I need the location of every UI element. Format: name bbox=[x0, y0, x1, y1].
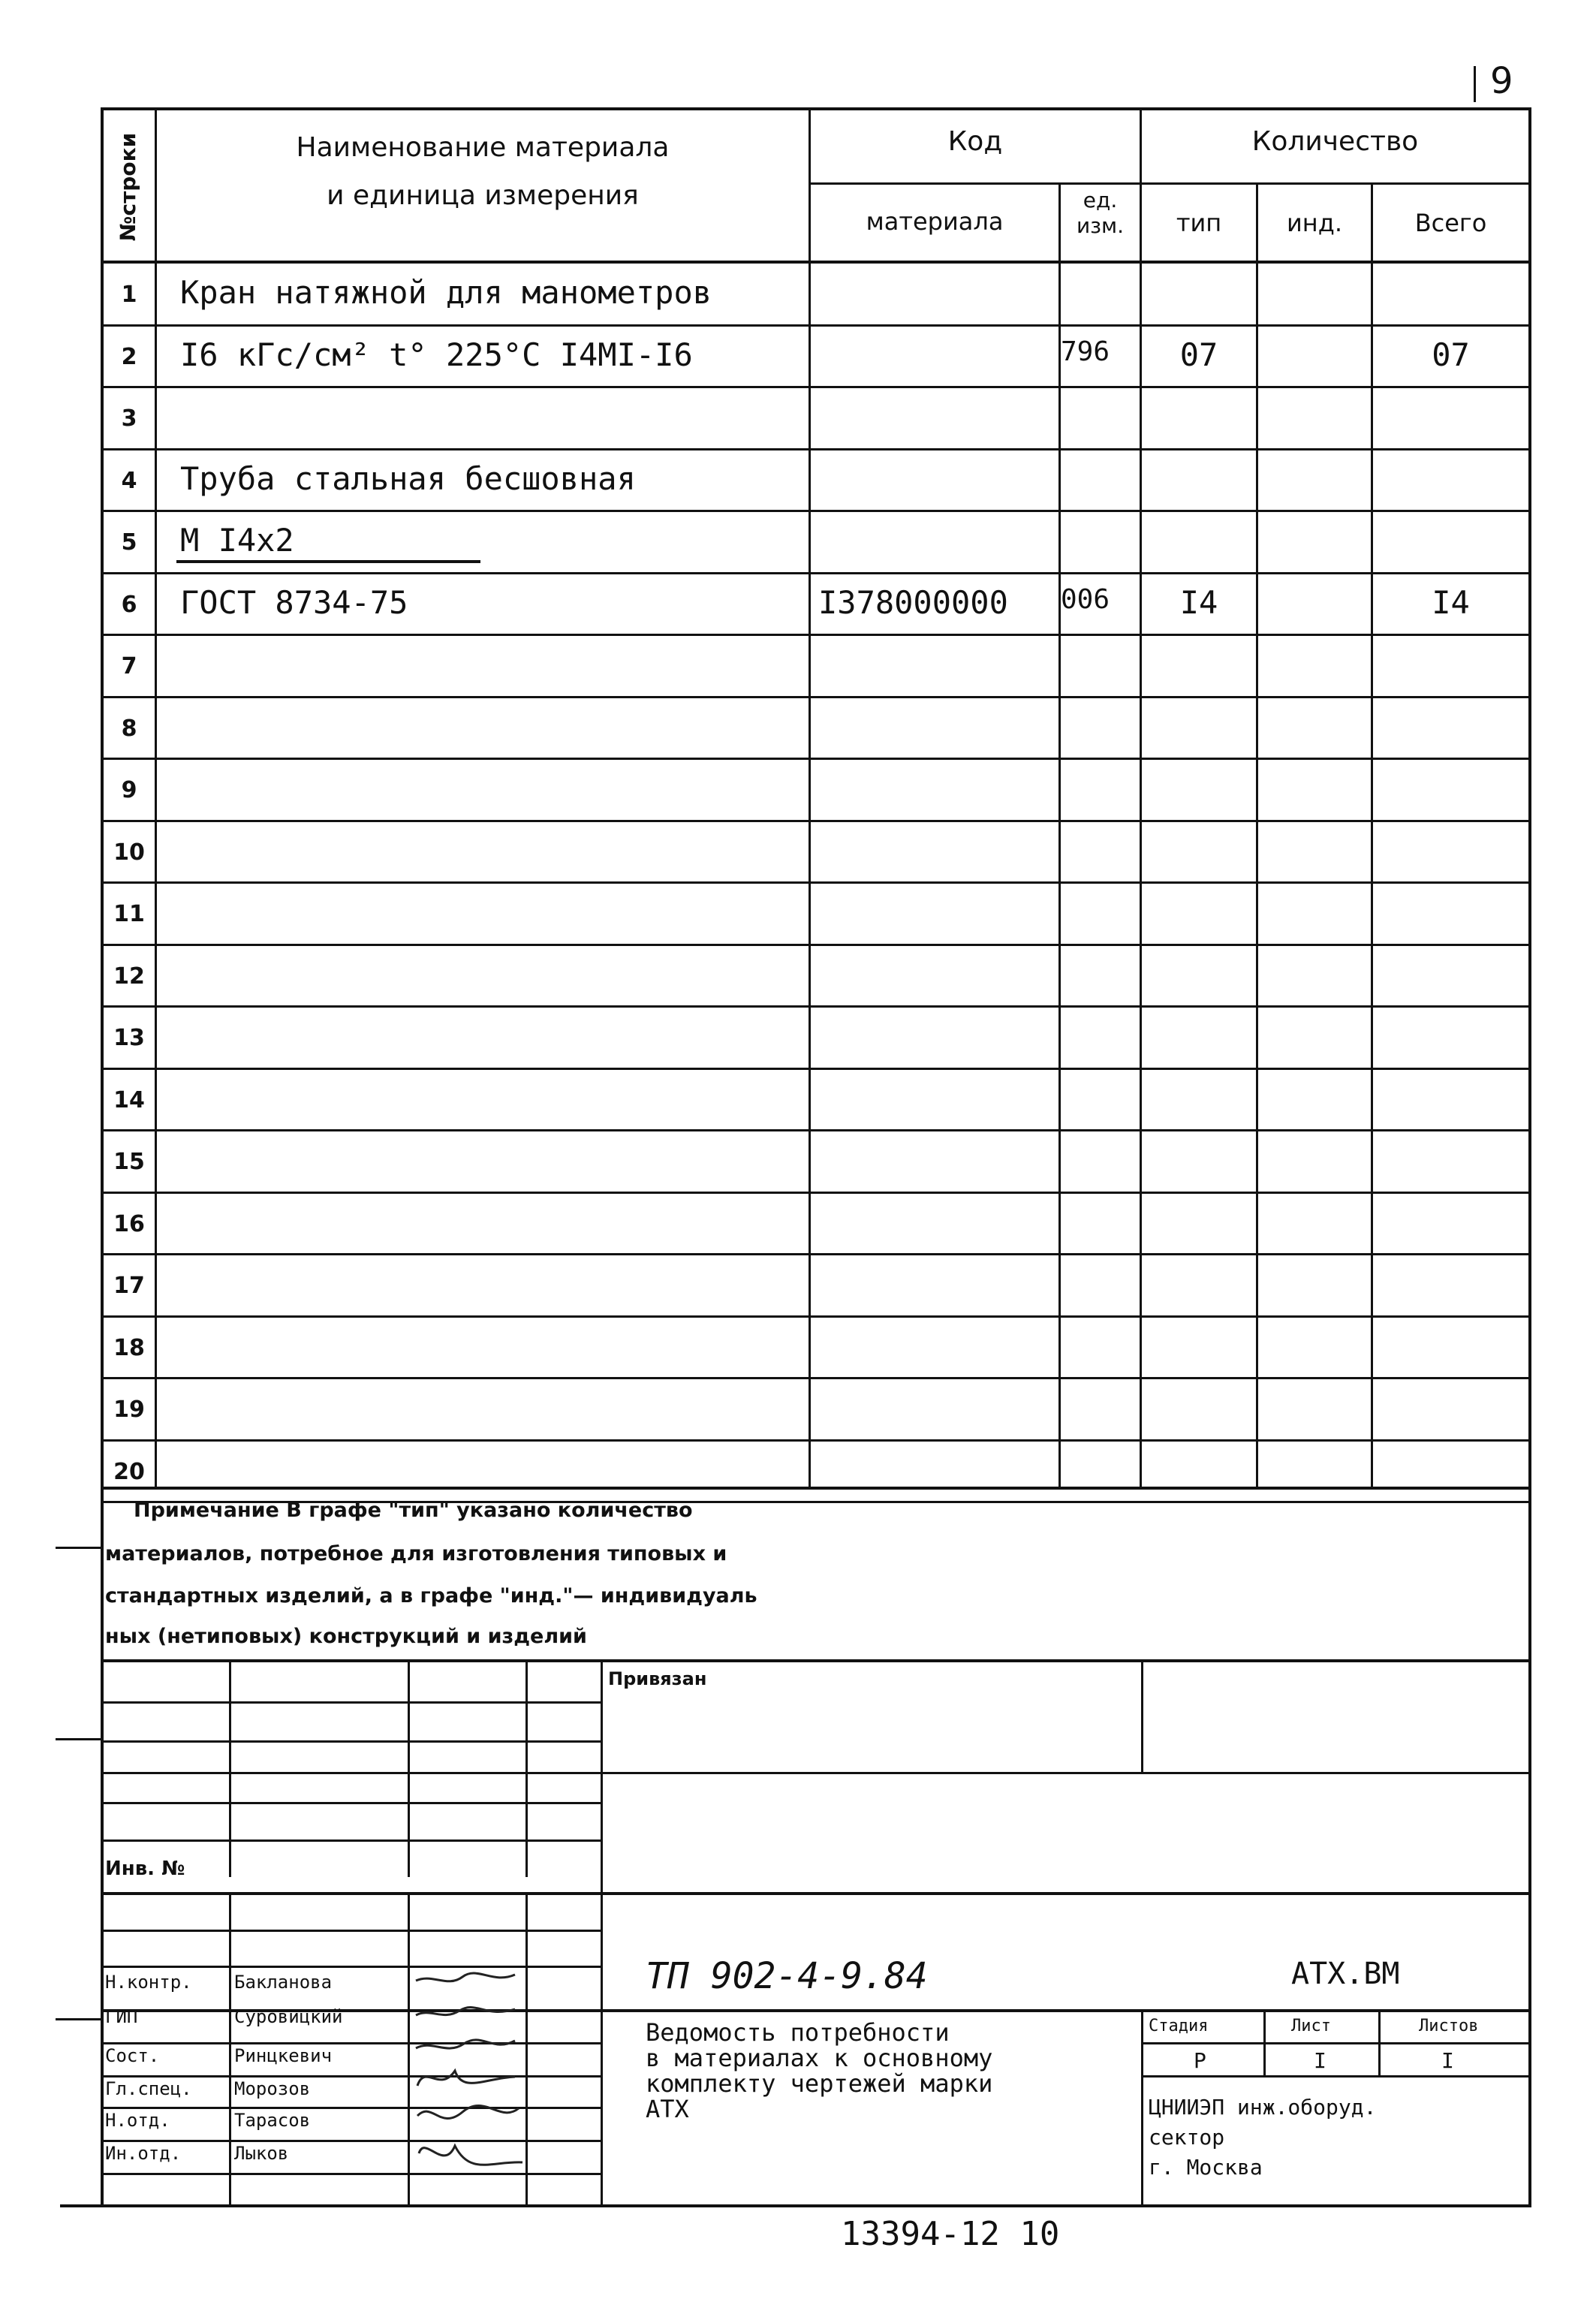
row-number: 15 bbox=[113, 1149, 145, 1175]
row-number: 5 bbox=[121, 529, 137, 556]
row-divider bbox=[101, 386, 1531, 388]
row-number: 19 bbox=[113, 1397, 145, 1423]
row-divider bbox=[101, 1315, 1531, 1318]
row-divider bbox=[101, 324, 1531, 327]
page-number-bar bbox=[1474, 66, 1476, 102]
title-line3: комплекту чертежей марки bbox=[646, 2069, 993, 2098]
sign-name: Лыков bbox=[234, 2143, 289, 2164]
row-divider bbox=[101, 944, 1531, 946]
code-unit-header: ед. изм. bbox=[1076, 188, 1125, 238]
stage-label: Стадия bbox=[1149, 2017, 1209, 2035]
sheet-value: I bbox=[1314, 2048, 1326, 2073]
row-number: 12 bbox=[113, 963, 145, 990]
note-line1: Примечание В графе "тип" указано количество bbox=[134, 1499, 693, 1522]
material-name: Труба стальная бесшовная bbox=[180, 460, 636, 497]
org-line2: сектор bbox=[1149, 2125, 1225, 2150]
material-name: М I4х2 bbox=[180, 522, 294, 559]
row-number: 3 bbox=[121, 405, 137, 432]
row-number: 8 bbox=[121, 716, 137, 742]
qty-type: I4 bbox=[1179, 584, 1218, 621]
qty-type: 07 bbox=[1179, 336, 1218, 373]
row-divider bbox=[101, 1192, 1531, 1194]
row-divider bbox=[101, 1068, 1531, 1070]
bottom-number: 13394-12 10 bbox=[841, 2215, 1060, 2253]
qty-type-header: тип bbox=[1176, 209, 1222, 237]
row-number: 18 bbox=[113, 1335, 145, 1361]
sheets-value: I bbox=[1441, 2048, 1454, 2073]
title-line2: в материалах к основному bbox=[646, 2044, 993, 2072]
row-divider bbox=[101, 1129, 1531, 1131]
row-divider bbox=[101, 1253, 1531, 1255]
row-divider bbox=[101, 448, 1531, 450]
note-line2: материалов, потребное для изготовления типовых и bbox=[105, 1542, 727, 1565]
signatures-drawing bbox=[410, 1966, 525, 2206]
sheet-label: Лист bbox=[1291, 2017, 1331, 2035]
row-divider bbox=[101, 1005, 1531, 1008]
row-divider bbox=[101, 758, 1531, 760]
quantity-header: Количество bbox=[1251, 126, 1419, 157]
sign-role: Ин.отд. bbox=[105, 2143, 182, 2164]
row-divider bbox=[101, 634, 1531, 636]
qty-ind-header: инд. bbox=[1286, 209, 1342, 237]
qty-total-header: Всего bbox=[1414, 209, 1487, 237]
row-divider bbox=[101, 820, 1531, 822]
note-line3: стандартных изделий, а в графе "инд."— индивидуаль bbox=[105, 1584, 757, 1607]
material-name: I6 кГс/см² t° 225°С I4МI-I6 bbox=[180, 336, 693, 373]
sign-name: Морозов bbox=[234, 2078, 311, 2099]
row-divider bbox=[101, 572, 1531, 574]
row-number: 2 bbox=[121, 344, 137, 370]
doc-code: ТП 902-4-9.84 bbox=[646, 1955, 928, 1997]
sign-name: Тарасов bbox=[234, 2110, 311, 2131]
sign-role: Н.отд. bbox=[105, 2110, 170, 2131]
page-number: 9 bbox=[1490, 60, 1513, 102]
code-header: Код bbox=[947, 126, 1003, 157]
row-number: 10 bbox=[113, 839, 145, 866]
material-code: I378000000 bbox=[818, 584, 1008, 621]
material-name: Кран натяжной для манометров bbox=[180, 274, 712, 311]
unit-code: 006 bbox=[1061, 584, 1110, 615]
org-line3: г. Москва bbox=[1149, 2155, 1263, 2180]
row-divider bbox=[101, 881, 1531, 884]
row-number-header: №строки bbox=[116, 132, 140, 242]
qty-total: I4 bbox=[1432, 584, 1470, 621]
org-line1: ЦНИИЭП инж.оборуд. bbox=[1149, 2095, 1377, 2120]
row-number: 11 bbox=[113, 901, 145, 927]
row-number: 20 bbox=[113, 1459, 145, 1485]
name-header-line1: Наименование материала bbox=[296, 132, 670, 163]
sign-name: Ринцкевич bbox=[234, 2045, 333, 2066]
row-number: 6 bbox=[121, 592, 137, 618]
inv-no-label: Инв. № bbox=[105, 1858, 185, 1880]
row-number: 16 bbox=[113, 1211, 145, 1237]
sign-name: Суровицкий bbox=[234, 2006, 343, 2027]
row-number: 17 bbox=[113, 1273, 145, 1299]
attached-label: Привязан bbox=[608, 1668, 707, 1689]
sheets-label: Листов bbox=[1419, 2017, 1479, 2035]
sign-role: Сост. bbox=[105, 2045, 160, 2066]
note-line4: ных (нетиповых) конструкций и изделий bbox=[105, 1625, 587, 1648]
unit-code: 796 bbox=[1061, 336, 1110, 367]
doc-mark: АТХ.ВМ bbox=[1291, 1957, 1400, 1991]
row-divider bbox=[101, 1377, 1531, 1379]
row-number: 7 bbox=[121, 653, 137, 679]
row-divider bbox=[101, 696, 1531, 698]
title-line4: АТХ bbox=[646, 2095, 689, 2123]
stage-value: Р bbox=[1194, 2048, 1206, 2073]
material-name: ГОСТ 8734-75 bbox=[180, 584, 408, 621]
row-number: 4 bbox=[121, 468, 137, 494]
code-material-header: материала bbox=[866, 207, 1004, 236]
row-number: 1 bbox=[121, 282, 137, 308]
name-header-line2: и единица измерения bbox=[327, 180, 639, 211]
sign-role: Гл.спец. bbox=[105, 2078, 192, 2099]
row-divider bbox=[101, 1439, 1531, 1442]
sign-role: Н.контр. bbox=[105, 1972, 192, 1993]
qty-total: 07 bbox=[1432, 336, 1470, 373]
sign-name: Бакланова bbox=[234, 1972, 333, 1993]
row-divider bbox=[101, 510, 1531, 512]
row-number: 14 bbox=[113, 1087, 145, 1113]
title-line1: Ведомость потребности bbox=[646, 2018, 950, 2047]
row-number: 9 bbox=[121, 777, 137, 803]
sign-role: ГИП bbox=[105, 2006, 138, 2027]
row-number: 13 bbox=[113, 1025, 145, 1051]
row5-underline bbox=[176, 560, 480, 563]
